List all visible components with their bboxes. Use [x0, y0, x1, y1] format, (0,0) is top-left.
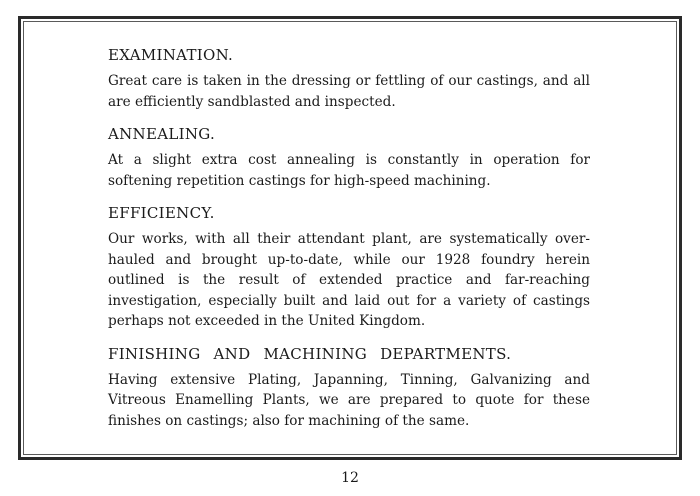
- text-panel: [23, 21, 677, 455]
- section-heading: FINISHING AND MACHINING DEPARTMENTS.: [108, 344, 512, 363]
- section-efficiency: [108, 204, 590, 332]
- section-text: At a slight extra cost annealing is constantly in operation for softening repetition castings for high-speed machining.: [108, 152, 590, 189]
- section-finishing-machining: [108, 345, 590, 432]
- section-heading: EFFICIENCY.: [108, 204, 215, 222]
- section-text: Great care is taken in the dressing or fettling of our castings, and all are efficiently sandblasted and inspected.: [108, 73, 590, 110]
- section-examination: [108, 46, 590, 112]
- section-text: Having extensive Plating, Japanning, Tinning, Galvanizing and Vitreous Enamelling Plants, we are prepared to quote for these finishes on castings; also for machining of the same.: [108, 371, 590, 429]
- section-text: Our works, with all their attendant plant, are systematically over-hauled and brought up-to-date, while our 1928 foundry herein outlined is the result of extended practice and far-reaching investigation, especially built and laid out for a variety of castings perhaps not exceeded in the United Kingdom.: [108, 231, 590, 329]
- section-annealing: [108, 125, 590, 191]
- section-heading: ANNEALING.: [108, 125, 216, 143]
- page-number: 12: [341, 470, 359, 486]
- section-heading: EXAMINATION.: [108, 46, 234, 64]
- page-border: [18, 16, 682, 460]
